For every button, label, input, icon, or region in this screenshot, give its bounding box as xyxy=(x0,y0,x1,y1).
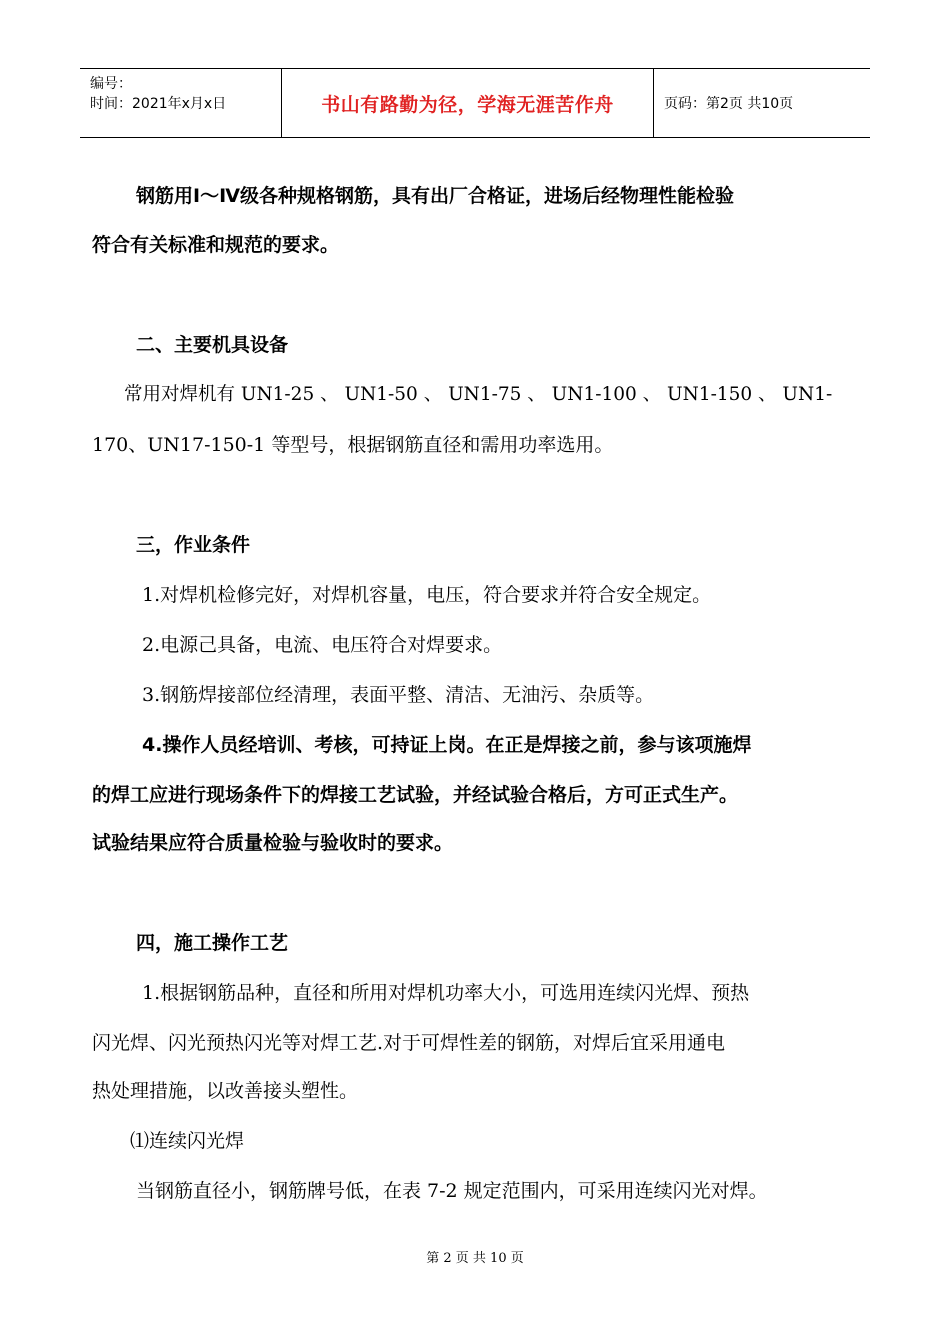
intro-line-1: 钢筋用Ⅰ～Ⅳ级各种规格钢筋，具有出厂合格证，进场后经物理性能检验 xyxy=(136,185,734,207)
section-3-item-4-line-1: 4.操作人员经培训、考核，可持证上岗。在正是焊接之前，参与该项施焊 xyxy=(142,734,752,756)
intro-line-2: 符合有关标准和规范的要求。 xyxy=(92,234,340,256)
header-page-cell xyxy=(654,69,870,137)
section-2-line-2: 170、UN17-150-1 等型号，根据钢筋直径和需用功率选用。 xyxy=(92,434,614,456)
header-motto-cell xyxy=(282,69,654,137)
section-3-heading: 三，作业条件 xyxy=(136,534,251,556)
section-3-item-1: 1.对焊机检修完好，对焊机容量，电压，符合要求并符合安全规定。 xyxy=(142,584,712,606)
section-4-sub-1-line-1: 当钢筋直径小，钢筋牌号低，在表 7-2 规定范围内，可采用连续闪光对焊。 xyxy=(136,1180,768,1202)
page-footer: 第 2 页 共 10 页 xyxy=(426,1251,524,1266)
section-4-para-1-line-2: 闪光焊、闪光预热闪光等对焊工艺.对于可焊性差的钢筋，对焊后宜采用通电 xyxy=(92,1032,726,1054)
section-4-heading: 四，施工操作工艺 xyxy=(136,932,289,954)
section-3-item-4-line-3: 试验结果应符合质量检验与验收时的要求。 xyxy=(92,832,454,854)
section-3-item-4-line-2: 的焊工应进行现场条件下的焊接工艺试验，并经试验合格后，方可正式生产。 xyxy=(92,784,739,806)
section-4-para-1-line-3: 热处理措施，以改善接头塑性。 xyxy=(92,1080,359,1102)
header-table xyxy=(80,68,870,138)
header-meta-cell xyxy=(80,69,282,137)
section-2-line-1: 常用对焊机有 UN1-25 、 UN1-50 、 UN1-75 、 UN1-100 、 UN1-150 、 UN1- xyxy=(124,384,833,405)
section-4-subheading-1: ⑴连续闪光焊 xyxy=(130,1130,245,1152)
header-motto: 书山有路勤为径，学海无涯苦作舟 xyxy=(321,93,614,116)
section-2-heading: 二、主要机具设备 xyxy=(136,334,289,356)
section-4-para-1-line-1: 1.根据钢筋品种，直径和所用对焊机功率大小，可选用连续闪光焊、预热 xyxy=(142,982,750,1004)
section-3-item-3: 3.钢筋焊接部位经清理，表面平整、清洁、无油污、杂质等。 xyxy=(142,684,655,706)
header-number-label: 编号： xyxy=(90,76,132,92)
section-3-item-2: 2.电源己具备，电流、电压符合对焊要求。 xyxy=(142,634,503,656)
header-time-label: 时间：2021年x月x日 xyxy=(90,96,227,112)
header-page-info: 页码：第2页 共10页 xyxy=(664,96,794,112)
